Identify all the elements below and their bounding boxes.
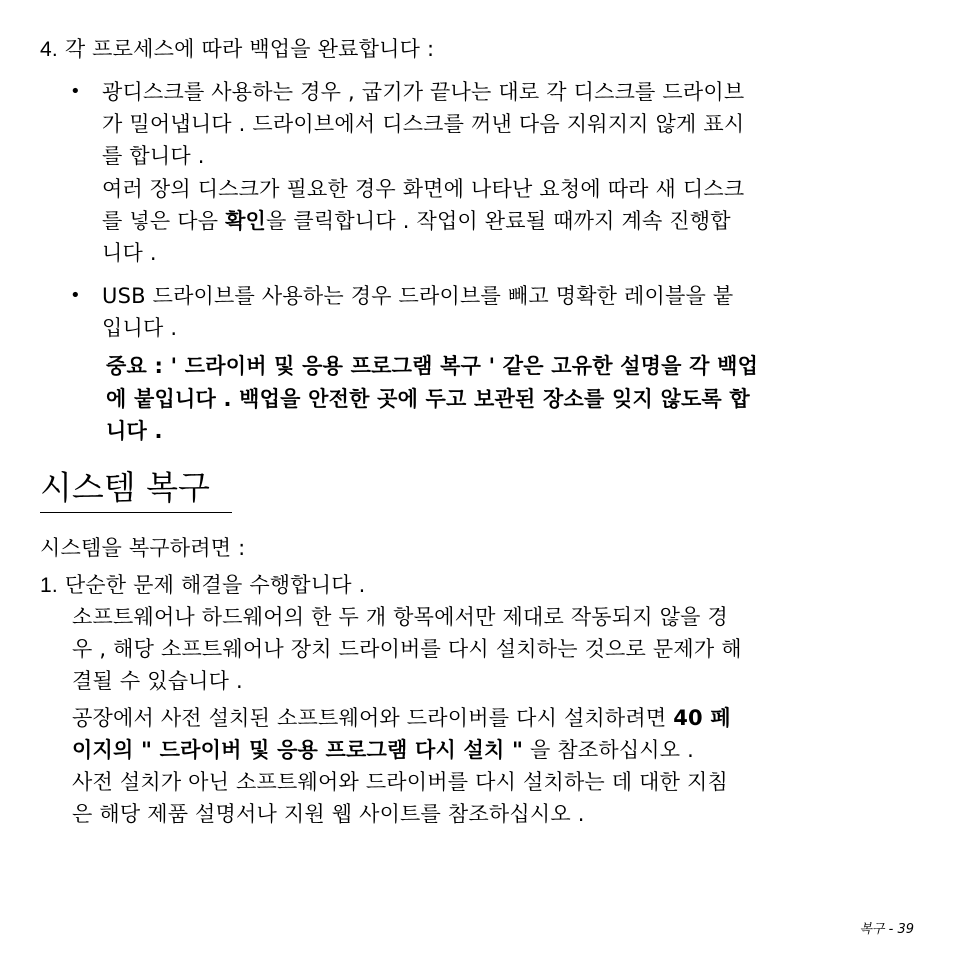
step-1-para-2-pre: 공장에서 사전 설치된 소프트웨어와 드라이버를 다시 설치하려면	[72, 706, 674, 730]
bullet-1-extra-line-1: 여러 장의 디스크가 필요한 경우 화면에 나타난 요청에 따라 새 디스크	[102, 177, 745, 201]
bullet-2-line-2: 입니다 .	[102, 316, 178, 340]
footer-section-name: 복구	[859, 922, 885, 937]
bullet-2-line-1: USB 드라이브를 사용하는 경우 드라이브를 빼고 명확한 레이블을 붙	[102, 284, 734, 308]
bullet-1-line-2: 가 밀어냅니다 . 드라이브에서 디스크를 꺼낸 다음 지워지지 않게 표시	[102, 112, 745, 136]
section-title: 시스템 복구	[40, 468, 210, 507]
step-4-text: 각 프로세스에 따라 백업을 완료합니다 :	[64, 37, 435, 61]
step-1-title: 단순한 문제 해결을 수행합니다 .	[64, 573, 366, 597]
section-intro: 시스템을 복구하려면 :	[40, 536, 246, 560]
bullet-1-extra-line-2	[102, 206, 731, 236]
page-number: 39	[897, 922, 914, 937]
page-footer	[859, 921, 914, 939]
bullet-1-dot: •	[70, 81, 81, 102]
bullet-1-line-3: 를 합니다 .	[102, 144, 205, 168]
step-1-para-1-line-1: 소프트웨어나 하드웨어의 한 두 개 항목에서만 제대로 작동되지 않을 경	[72, 605, 728, 629]
important-note-line-1: 중요 : ' 드라이버 및 응용 프로그램 복구 ' 같은 고유한 설명을 각 백업	[106, 354, 759, 378]
section-title-underline	[40, 512, 232, 513]
page-reference-start: 40 페	[673, 706, 731, 730]
step-4	[40, 34, 434, 65]
step-1-para-1-line-3: 결될 수 있습니다 .	[72, 669, 243, 693]
bullet-1-extra-line-2-pre: 를 넣은 다음	[102, 209, 226, 233]
bullet-1-extra-line-3: 니다 .	[102, 241, 157, 265]
bullet-1-line-1: 광디스크를 사용하는 경우 , 굽기가 끝나는 대로 각 디스크를 드라이브	[102, 80, 745, 104]
important-note-line-3: 니다 .	[106, 419, 163, 443]
step-1-para-2-post: 을 참조하십시오 .	[523, 738, 695, 762]
step-1-number: 1.	[40, 574, 58, 597]
step-1	[40, 570, 366, 601]
step-1-para-3-line-1: 사전 설치가 아닌 소프트웨어와 드라이버를 다시 설치하는 데 대한 지침	[72, 770, 728, 794]
step-1-para-2-line-1	[72, 703, 731, 733]
footer-separator: -	[888, 922, 894, 937]
important-note-line-2: 에 붙입니다 . 백업을 안전한 곳에 두고 보관된 장소를 잊지 않도록 합	[106, 387, 750, 411]
step-1-para-2-line-2	[72, 735, 694, 765]
step-4-number: 4.	[40, 38, 58, 61]
bullet-1-extra-line-2-post: 을 클릭합니다 . 작업이 완료될 때까지 계속 진행합	[266, 209, 731, 233]
step-1-para-1-line-2: 우 , 해당 소프트웨어나 장치 드라이버를 다시 설치하는 것으로 문제가 해	[72, 637, 742, 661]
reinstall-section-reference[interactable]: 이지의 " 드라이버 및 응용 프로그램 다시 설치 "	[72, 738, 524, 762]
bullet-2-dot: •	[70, 285, 81, 306]
step-1-para-3-line-2: 은 해당 제품 설명서나 지원 웹 사이트를 참조하십시오 .	[72, 802, 585, 826]
confirm-keyword: 확인	[225, 209, 267, 233]
